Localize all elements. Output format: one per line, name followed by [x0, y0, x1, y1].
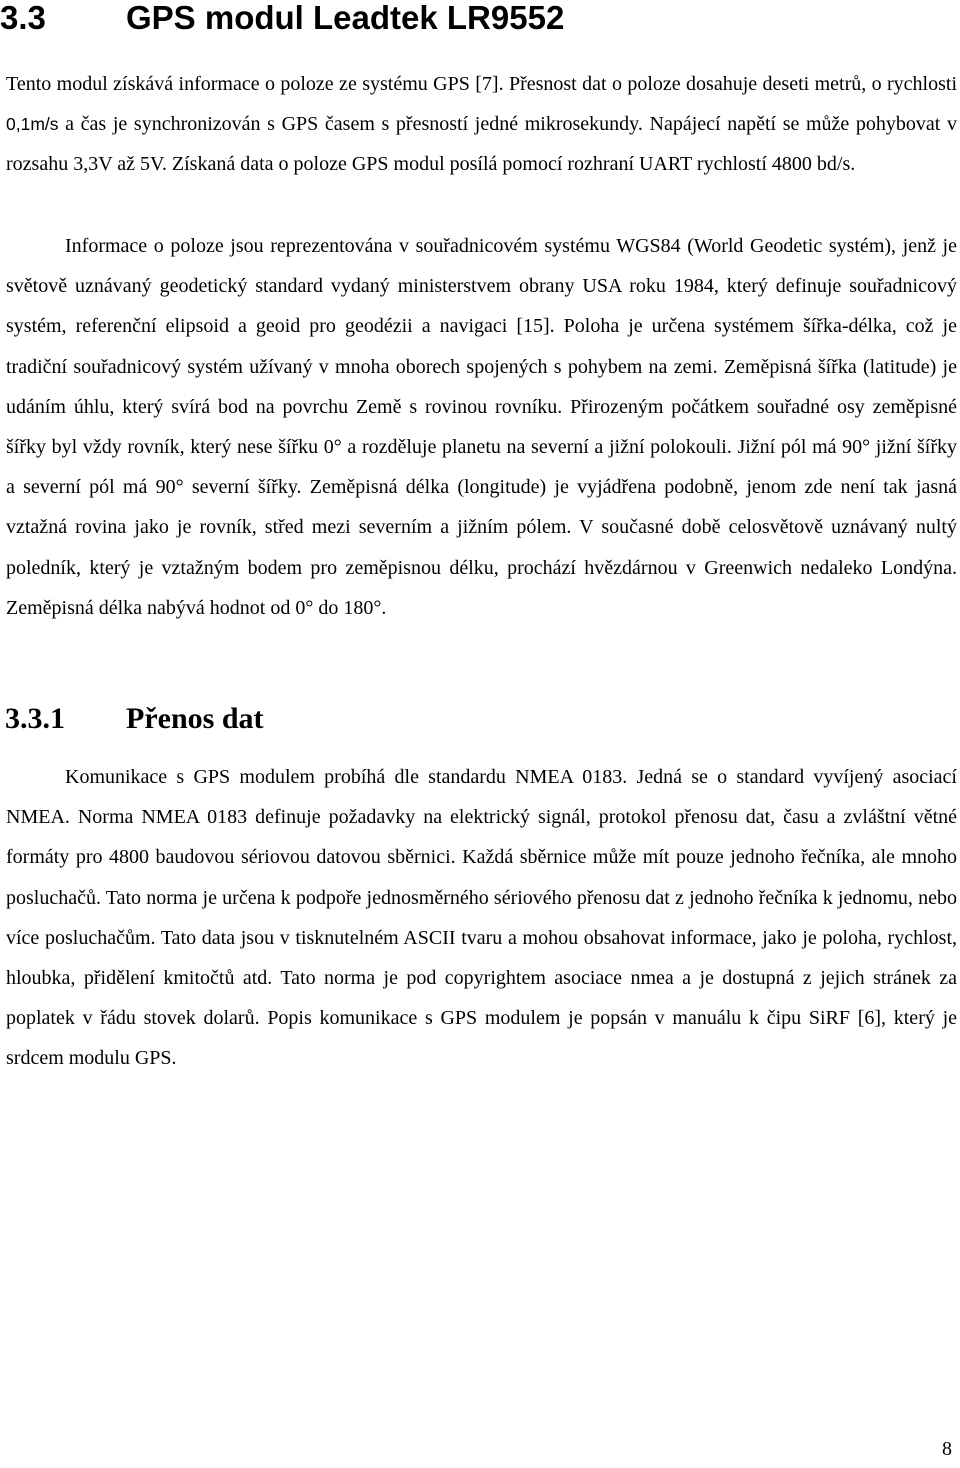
- section-title: GPS modul Leadtek LR9552: [126, 0, 565, 36]
- paragraph-text: ], který je srdcem modulu GPS.: [6, 1007, 958, 1070]
- citation-reference: 15: [522, 315, 543, 338]
- section-number: 3.3: [0, 0, 46, 36]
- paragraph-text: Komunikace s GPS modulem probíhá dle standardu NMEA 0183. Jedná se o standard vyvíjený asociací NMEA. Norma NMEA 0183 definuje požadavky na elektrický signál, protokol přenosu dat, času a zvláštní větné formáty pro 4800 baudovou sériovou datovou sběrnici. Každá sběrnice může mít pouze jednoho řečníka, ale mnoho posluchačů. Tato norma je určena k podpoře jednosměrného sériového přenosu dat z jednoho řečníka k jednomu, nebo více posluchačům. Tato data jsou v tisknutelném ASCII tvaru a mohou obsahovat informace, jako je poloha, rychlost, hloubka, přidělení kmitočtů atd. Tato norma je pod copyrightem asociace nmea a je dostupná z jejich stránek za poplatek v řádu stovek dolarů. Popis komunikace s GPS modulem je popsán v manuálu k čipu SiRF [: [6, 766, 957, 1030]
- subsection-title: Přenos dat: [126, 702, 264, 735]
- section-heading: [0, 0, 564, 40]
- paragraph-gps-module-intro: [6, 64, 957, 185]
- paragraph-text: ]. Poloha je určena systémem šířka-délka, což je tradiční souřadnicový systém užívaný v mnoha oborech spojených s pohybem na zemi. Zeměpisná šířka (latitude) je udáním úhlu, který svírá bod na povrchu Země s rovinou rovníku. Přirozeným počátkem souřadné osy zeměpisné šířky byl vždy rovník, který nese šířku 0° a rozděluje planetu na severní a jižní polokouli. Jižní pól má 90° jižní šířky a severní pól má 90° severní šířky. Zeměpisná délka (longitude) je vyjádřena podobně, jenom zde není tak jasná vztažná rovina jako je rovník, střed mezi severním a jižním pólem. V současné době celosvětově uznávaný nultý poledník, který je vztažným bodem pro zeměpisnou délku, prochází hvězdárnou v Greenwich nedaleko Londýna. Zeměpisná délka nabývá hodnot od 0° do 180°.: [6, 315, 957, 619]
- paragraph-data-transfer: [6, 757, 957, 1079]
- subsection-number: 3.3.1: [5, 702, 65, 735]
- speed-value: 0,1m/s: [6, 114, 59, 135]
- paragraph-text: ]. Přesnost dat o poloze dosahuje deseti metrů, o rychlosti: [491, 73, 958, 95]
- paragraph-text: Informace o poloze jsou reprezentována v souřadnicovém systému WGS84 (World Geodetic systém), jenž je světově uznávaný geodetický standard vydaný ministerstvem obrany USA roku 1984, který definuje souřadnicový systém, referenční elipsoid a geoid pro geodézii a navigaci [: [6, 235, 957, 338]
- citation-reference: 6: [864, 1007, 875, 1030]
- subsection-heading: [5, 697, 264, 741]
- paragraph-coordinate-system: [6, 226, 957, 628]
- paragraph-text: Tento modul získává informace o poloze ze systému GPS [: [6, 73, 482, 95]
- citation-reference: 7: [481, 73, 492, 95]
- paragraph-text: a čas je synchronizován s GPS časem s přesností jedné mikrosekundy. Napájecí napětí se může pohybovat v rozsahu 3,3V až 5V. Získaná data o poloze GPS modul posílá pomocí rozhraní UART rychlostí 4800 bd/s.: [6, 113, 957, 176]
- page-number: 8: [942, 1438, 952, 1460]
